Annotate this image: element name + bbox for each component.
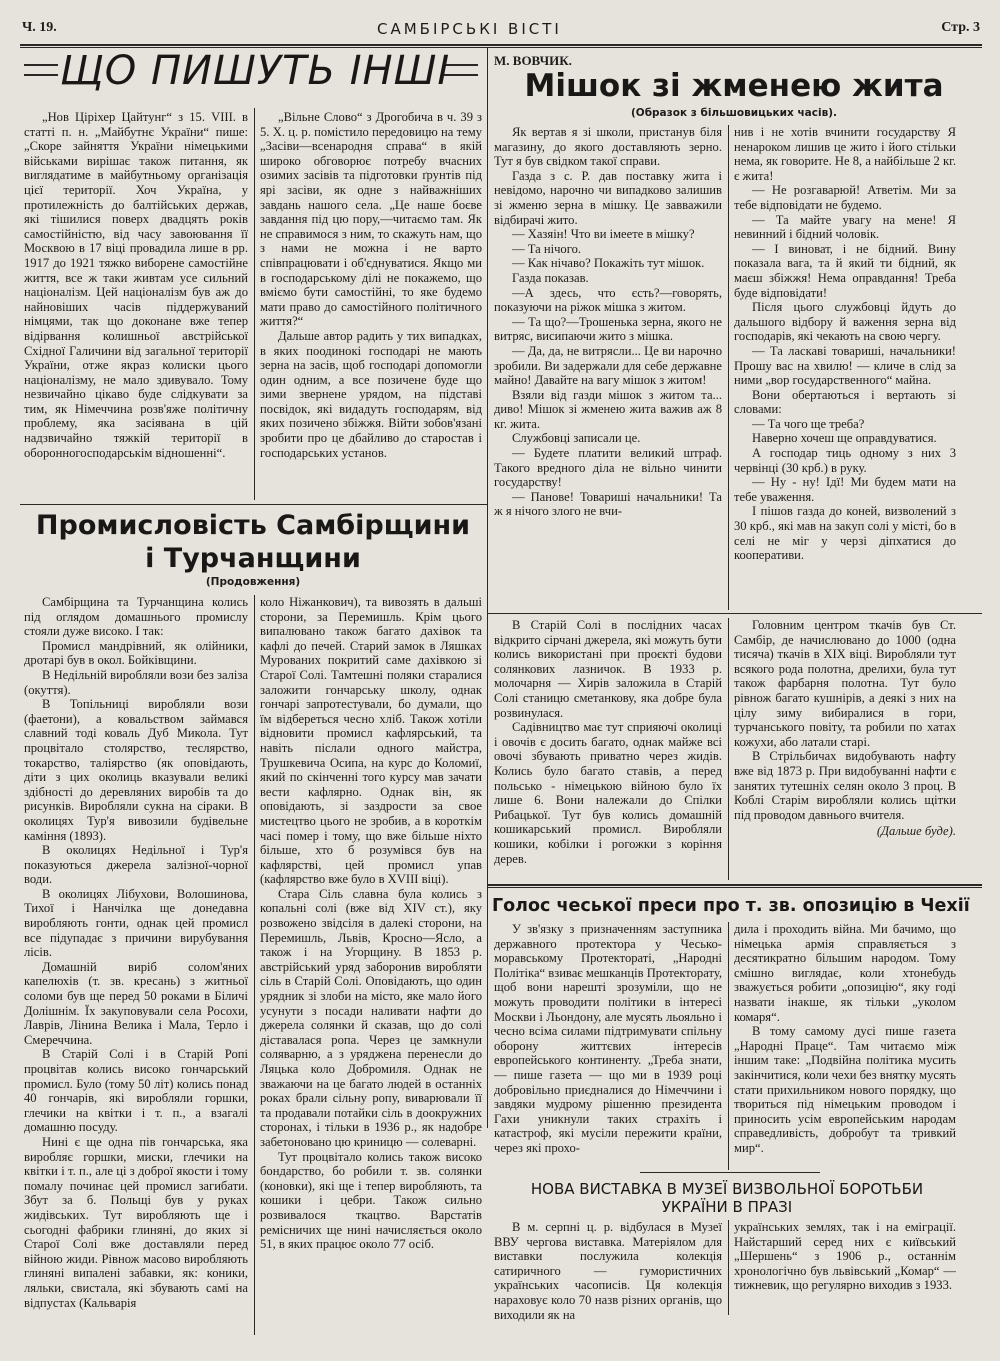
story-paragraph: — Ну - ну! Ідї! Ми будем мати на тебе уваження.: [734, 475, 956, 504]
story-paragraph: — Как нічаво? Покажіть тут мішок.: [512, 256, 705, 271]
story-paragraph: — Та що?—Трошенька зерна, якого не витряс, висипаючи жито з мішка.: [494, 314, 722, 344]
industry-paragraph: Головним центром ткачів був Ст. Самбір, де начислювано до 1000 (одна тисяча) ткачів в XIX віці. Виробляли тут всякого рода полотна, дрелихи, була тут також фарбарня полотна. Тут було рівнож багато кушнірів, а деякі з них на цілу зиму вибиралися в гори, турчанського повіту, та робили по хатах кожухи, або латали старі.: [734, 618, 956, 749]
story-column-1: [494, 125, 722, 610]
exhibit-divider: [728, 1220, 729, 1315]
exhibit-paragraph: В м. серпні ц. р. відбулася в Музеї ВВУ чергова виставка. Матеріялом для виставки послужила колекція сатиричного — гумористичних українських часописів. Ця колекція нараховує коло 70 назв різних органів, що виходили як на: [494, 1220, 722, 1322]
industry-title-line1: Промисловість Самбірщини: [35, 510, 471, 541]
industry-divider: [254, 595, 255, 1335]
story-paragraph: А господар тиць одному з них 3 червінці (30 крб.) в руку.: [734, 446, 956, 475]
czech-paragraph: В тому самому дусі пише газета „Народні Праце“. Там читаємо між іншим таке: „Подвійна політика мусить закінчитися, коли чехи без внятку мусять стати прихильником нового порядку, що твориться під німецьким проводом і приносить усім европейським народам справедливість, добробут та тривкий мир“.: [734, 1024, 956, 1155]
industry-paragraph: В околицях Лібухови, Волошинова, Тихої і Нанчілка ще донедавна виробляють гонти, однак цей промисл все підупадає з причини вирубування лісів.: [24, 886, 248, 960]
industry-paragraph: Садівництво має тут сприяючі околиці і овочів є досить багато, однак майже всі овочі збувають приватно через жидів. Колись було багато ставів, а перед польсько - німецькою війною було їх лише 6. Вони належали до Спілки Рибацької. Тут був колись домашній кошикарський промисл. Виробляли кошики, кобілки і рогожки з коріння дерев.: [494, 720, 722, 866]
exhibit-title-line2: УКРАЇНИ В ПРАЗІ: [661, 1198, 793, 1216]
story-paragraph: — Будете платити великий штраф. Такого вредного діла не вільно чинити государству!: [494, 446, 722, 490]
industry-paragraph: Домашній виріб солом'яних капелюхів (т. зв. кресань) з житньої соломи був ще перед 50 роками в Біличі Долішнім. Їх закуповували села Росохи, Лаврів, Лінина Велика і Мала, Терло і Смереччина.: [24, 959, 248, 1047]
others-column-right: [260, 110, 482, 500]
others-text: Дальше автор радить у тих випадках, в яких поодинокі господарі не мають зерна на засів, щоб господарі допомогли один одним, а все позичене буде що зими звернене урядом, на підставі посвідок, які видадуть господарям, від яких позичено збіжжя. Війти зобов'язані зробити про це дбайливо до старостав і господарських установ.: [260, 328, 482, 460]
story-paragraph: — І виноват, і не бідний. Вину показала вага, та й який ти бідний, як маєш збіжжя! Нема оправдання! Треба буде відповідати!: [734, 241, 956, 300]
industry-top-rule: [20, 504, 487, 505]
story-subtitle: (Образок з більшовицьких часів).: [630, 107, 838, 119]
czech-paragraph: дила і проходить війна. Ми бачимо, що німецька армія справляється з десятикратно більшим народом. Тому смішно виглядає, коли хтонебудь зважується робити „опозицію“, яку годі назвати інакше, як тільки „уколом комаря“.: [734, 922, 956, 1024]
story-author: М. ВОВЧИК.: [494, 53, 572, 68]
story-paragraph: Вони обертаються і вертають зі словами:: [734, 387, 956, 417]
industry-paragraph: коло Ніжанкович), та вивозять в дальші сторони, за Перемишль. Крім цього випалювано також багато дахівок та кафлі до печей. Старий замок в Ляшках Мурованих покритий саме дахівкою зі Старої Солі. Тамтешні поляки старалися заложити гончарську школу, однак гончарі запротестували, бо думали, що їм відбереться чесно хліб. Також хотіли відновити промисл кафлярський, та навіть післали одного майстра, Трушкевича Осипа, на курс до Коломиї, який по скінченні того курсу мав зачати вести кафлярно. Однак він, як оповідають, зі заздрости за свое мистецтво цього не зробив, а в короткім часі помер і тому, що вже більше ніхто більше, хто б розумівся був на кафлярстві, цей промисл упав (кафлярство вже було в XVIII віці).: [260, 595, 482, 887]
others-divider: [254, 108, 255, 500]
czech-column-1: [494, 922, 722, 1170]
industry-subtitle: (Продовження): [205, 576, 301, 588]
story-paragraph: — Панове! Товариші начальники! Та ж я нічого злого не вчи-: [494, 489, 722, 519]
story-paragraph: — Хазяін! Что ви імеете в мішку?: [512, 227, 695, 242]
page-column-divider: [487, 48, 488, 1128]
industry-paragraph: В Старій Солі в послідних часах відкрито сірчані джерела, які можуть бути колись використані при проєкті будови солянкових лазничок. В 1933 р. молочарня — Хирів заложила в Старій Солі станицю сметанкову, яка добре була розвинулася.: [494, 618, 722, 720]
industry-paragraph: В Топільниці виробляли вози (фаетони), а ковальством займався славний тоді коваль Дуб Микола. Тут процвітало столярство, теслярство, токарство, таліярство (як оповідають, діти з цих околиць вказували великі здібності до деревляних виробів та до рисунків. Виробляли сукна на сіраки. В околицях Тур'я вивозили будівельне каміння (1893).: [24, 697, 248, 843]
industry-divider-2: [728, 618, 729, 880]
story-paragraph: Взяли від газди мішок з житом та... диво! Мішок зі жменею жита важив аж 8 кг. жита.: [494, 387, 722, 431]
story-paragraph: Наверно хочеш ще оправдуватися.: [752, 431, 937, 446]
industry-paragraph: В Стрільбичах видобувають нафту вже від 1873 р. При видобуванні нафти є занятих тутешніх селян около 3 проц. В Коблі Старім виробляли колись щітки під проводом давнього вчителя.: [734, 749, 956, 822]
czech-paragraph: У зв'язку з призначенням заступника державного протектора у Чесько-моравському Протектораті, „Народні Політіка“ взиває мешканців Протекторату, щоб вони нарешті зрозуміли, що не можуть проводити політики в інтересі Москви і Льондону, але мусять льояльно і чесно всіма силами підтримувати спільну оборону життєвих інтересів европейського континенту. „Треба знати, — пише газета — що ми в 1939 році добровільно приєдналися до Німеччини і завдяки мудрому рішенню президента Гахи уникнули таких страхіть і катастроф, які мусіли пережити країни, через які прохо-: [494, 922, 722, 1155]
industry-column-4: [734, 618, 956, 880]
story-paragraph: — Та нічого.: [512, 241, 582, 256]
story-paragraph: І пішов газда до коней, визволений з 30 крб., які мав на закуп солі у місті, бо в селі не міг у черзі діпхатися до кооперативи.: [734, 504, 956, 563]
industry-column-3: [494, 618, 722, 880]
industry-paragraph: Стара Сіль славна була колись з копальні солі (вже від XIV ст.), яку розвожено звідсіля в далекі сторони, на Перемишль, Львів, Кросно—Ясло, а також і на Угорщину. В 1853 р. австрійський уряд заборонив виробляти сіль в Старій Солі. Оповідають, що один урядник зі злоби на місто, яке мало його усунути з посади наливати нафти до джерела солянки й сказав, що до солі діставалася ропа. Через це замкнули соляварню, а з уряджена перенесли до Ляцька коло Добромиля. Однак не зважаючи на це багато людей в останніх роках брали сільну ропу, виварювали її та продавали потайки сіль в доокружних сторонах, і тільки в 1936 р., як надобре забетоновано цю криницю — солеварні.: [260, 886, 482, 1149]
industry-column-2: [260, 595, 482, 1335]
section-title-others: ЩО ПИШУТЬ ІНШІ: [60, 48, 451, 94]
story-paragraph: Після цього службовці йдуть до дальшого відбору й важення зерна від господарів, які чекають на свою чергу.: [734, 300, 956, 344]
czech-top-rule: [487, 884, 982, 888]
story-paragraph: Газда показав.: [512, 270, 589, 285]
others-text: „Нов Ціріхер Цайтунг“ з 15. VIII. в статті п. н. „Майбутнє України“ пише: „Скоре зайняття України німецькими військами вирішає також питання, як виглядатиме в майбутньому організація цієї території. Хоч Україна, у протилежність до балтійських держав, які тішилися поверх двадцять років самостійністю, від часу завоювання її Москвою в 17 віці провадила лише в рр. 1917 до 1921 тяжко виборене самостійне життя, все ж таки живтам усе сильний націоналізм. Цей націоналізм був аж до найновіших часів піддержуваний німцями, так що доконане вже тепер відірвання колишньої австрійської Східної Галичини від загальної території України, отже якраз колиски цього націоналізму, не мало здивувало. Тому незвичайно цікаво буде слідкувати за тим, як Німеччина розв'яже політичну проблему, яка засіявана в цій надзвичайно тяжкій території в оборонногосподарськім відношенні“.: [24, 110, 248, 460]
exhibit-column-1: [494, 1220, 722, 1330]
industry-column-1: [24, 595, 248, 1335]
section-ornament-left: [24, 64, 58, 76]
czech-title: Голос чеської преси про т. зв. опозицію в Чехії: [492, 896, 970, 916]
exhibit-title-line1: НОВА ВИСТАВКА В МУЗЕЇ ВИЗВОЛЬНОЇ БОРОТЬБИ: [530, 1180, 924, 1198]
page-number: Стр. 3: [941, 20, 980, 35]
story-title: Мішок зі жменею жита: [524, 68, 944, 104]
story-paragraph: — Не розгаварюй! Атветім. Ми за тебе відповідати не будемо.: [734, 183, 956, 212]
industry-paragraph: Самбірщина та Турчанщина колись під оглядом домашнього промислу стояли дуже високо. І так:: [24, 595, 248, 639]
industry-paragraph: Нині є ще одна пів гончарська, яка виробляє горшки, миски, глечики на квітки і т. п., але ці з доброї якости і тому помалу починає цей промисл загибати. Збут за б. Польщі був у руках жидівських. Тут виробляють ще і сьогодні фабрики глиняні, до яких зі Старої Солі вже доставляли перед війною жиди. Рівнож масово виробляють глиняні випалені забавки, як: коники, ляльки, свистала, які збувають самі на відпустах (Кальварія: [24, 1134, 248, 1310]
story-paragraph: — Та чого ще треба?: [752, 416, 865, 431]
czech-divider: [728, 922, 729, 1170]
story-divider: [728, 125, 729, 610]
czech-column-2: [734, 922, 956, 1170]
story-paragraph: — Да, да, не витрясли... Це ви нарочно зробили. Ви задержали для себе державне майно! Давайте на вагу мішок з житом!: [494, 343, 722, 388]
story-paragraph: —А здесь, что єсть?—говорять, показуючи на ріжок мішка з житом.: [494, 285, 722, 315]
industry-paragraph: В околицях Недільної і Тур'я показуються джерела залізної-чорної води.: [24, 843, 248, 887]
masthead: [22, 20, 980, 40]
continued-note: (Дальше буде).: [876, 824, 956, 839]
industry-paragraph: Тут процвітало колись також високо бондарство, бо робили т. зв. солянки (коновки), які ще і тепер виробляють, та кошики і цебри. Також сильно розвивалося ткацтво. Варстатів ремісничих ще нині начисляється около 51, в яких працює около 77 осіб.: [260, 1149, 482, 1252]
newspaper-title: САМБІРСЬКІ ВІСТІ: [377, 20, 562, 38]
exhibit-paragraph: українських землях, так і на еміграції. Найстарший серед них є київський „Шершень“ з 1906 р., останнім хронологічно був львівський „Комар“ — тижневик, що регулярно виходив з 1933.: [734, 1220, 956, 1293]
industry-paragraph: Промисл мандрівний, як олійники, дротарі був в окол. Бойківщини.: [24, 638, 248, 668]
industry-paragraph: В Старій Солі і в Старій Ропі процвітав колись високо гончарський промисл. Було (тому 50 літ) колись понад 40 гончарів, які виробляли горшки, глечики на квітки і т. п., а взагалі домашню посуду.: [24, 1047, 248, 1135]
industry-continuation-rule: [487, 613, 982, 614]
industry-title-line2: і Турчанщини: [145, 543, 361, 574]
story-paragraph: Службовці записали це.: [512, 431, 641, 446]
exhibit-column-2: [734, 1220, 956, 1330]
industry-paragraph: В Недільній виробляли вози без заліза (окуття).: [24, 667, 248, 697]
story-paragraph: Як вертав я зі школи, пристанув біля магазину, до якого доставляють зерно. Тут я був свідком такої справи.: [494, 125, 722, 169]
story-paragraph: — Та ласкаві товариші, начальники! Прошу вас на хвилю! — кличе в слід за ними „вор государственного“ майна.: [734, 343, 956, 388]
story-column-2: [734, 125, 956, 610]
story-paragraph: Газда з с. Р. дав поставку жита і невідомо, нарочно чи випадково залишив зі жменю зерна в мішку. Це завважили відбирачі жито.: [494, 168, 722, 227]
others-column-left: [24, 110, 248, 500]
exhibit-top-rule: [640, 1172, 820, 1173]
story-paragraph: — Та майте увагу на мене! Я невинний і бідний чоловік.: [734, 212, 956, 242]
story-paragraph: нив і не хотів вчинити государству Я ненароком лишив це жито і його стільки нема, як говорите. Не 8, а найбільше 2 кг. є жита!: [734, 125, 956, 183]
others-text: „Вільне Слово“ з Дрогобича в ч. 39 з 5. X. ц. р. помістило передовицю на тему „Засіви—всенародня справа“ в якій широко обговорює потребу вчасних озимих засівів та підготовки ґрунтів під ярі засіви, як одне з найважніших завдань нашого села. „Це наше боєве завдання під цю пору,—читаємо там. Як не справимося з ним, то скажуть нам, що з нами не можна і не варто співпрацювати і об'єднуватися. Якщо ми в господарському ділі не покажемо, що вміємо бути самостійні, то яке будемо мати право до самостійного політичного життя?“: [260, 110, 482, 329]
issue-number: Ч. 19.: [22, 20, 57, 35]
